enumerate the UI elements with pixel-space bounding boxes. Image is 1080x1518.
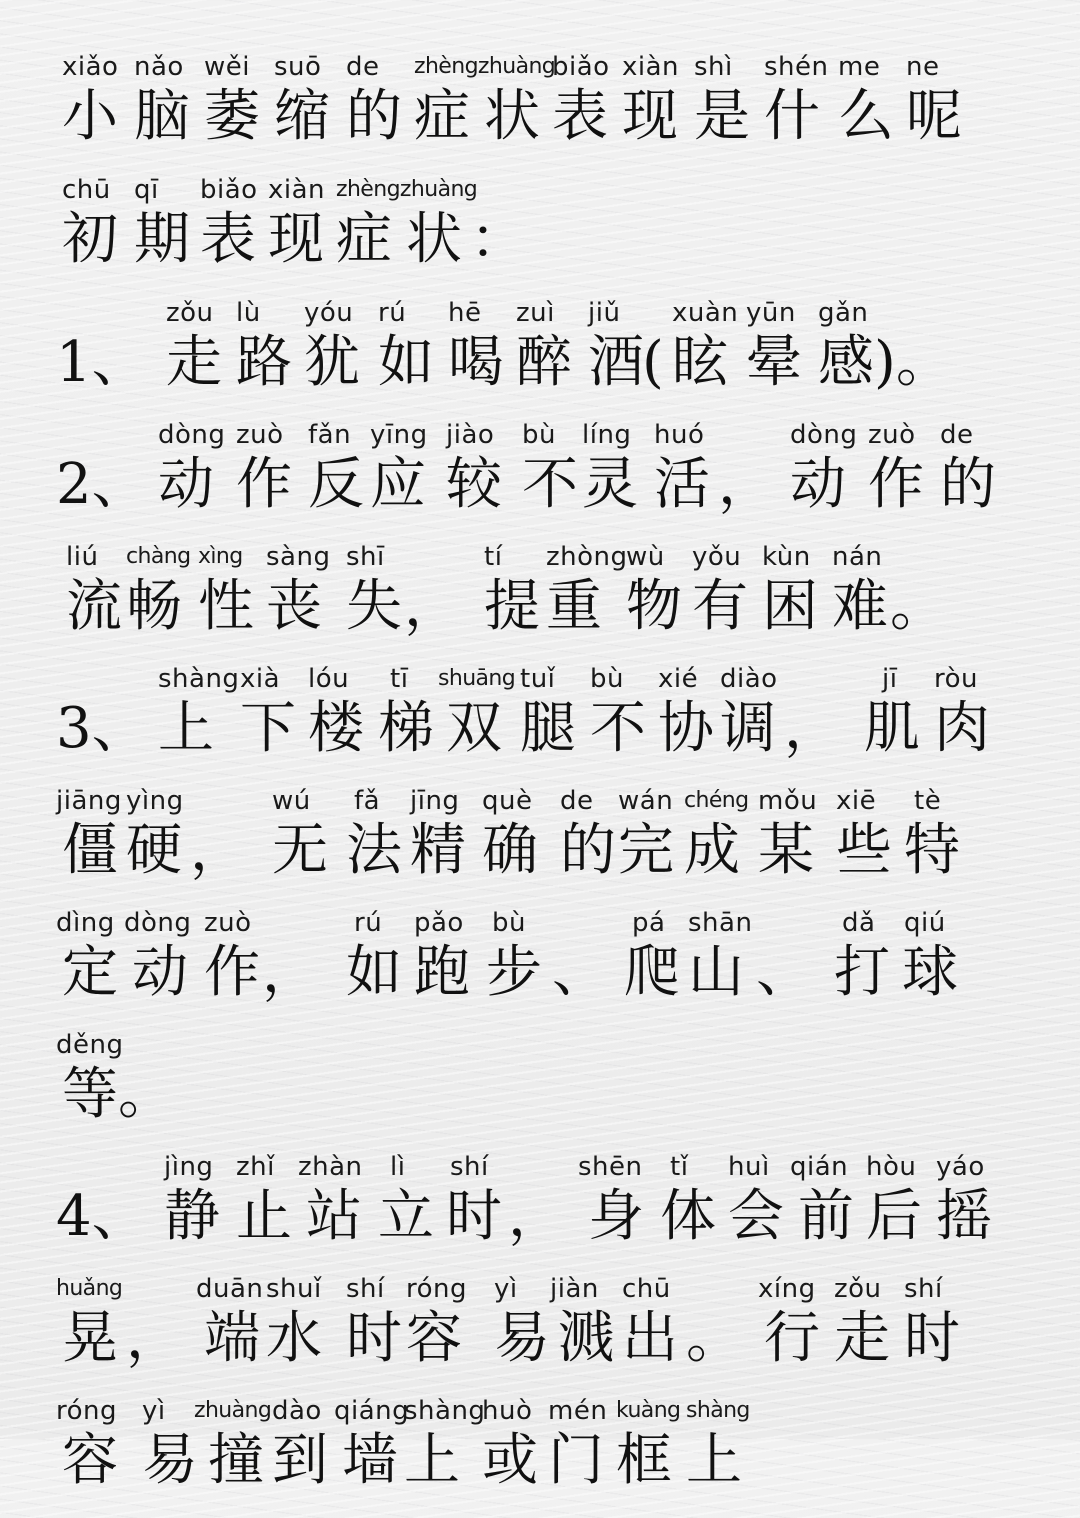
pinyin: shàng xyxy=(686,1398,750,1423)
pinyin: pǎo xyxy=(414,908,464,938)
pinyin: xiàn xyxy=(622,52,680,82)
pinyin: bù xyxy=(522,420,556,450)
pinyin: zuò xyxy=(236,420,284,450)
hanzi: 精 xyxy=(410,818,466,883)
pinyin: yǒu xyxy=(692,542,742,572)
hanzi: 难 xyxy=(832,574,888,639)
pinyin: tè xyxy=(914,786,942,816)
pinyin: diào xyxy=(720,664,778,694)
pinyin: shàng xyxy=(404,1396,486,1426)
pinyin: hòu xyxy=(866,1152,917,1182)
hanzi: 止 xyxy=(236,1184,292,1249)
pinyin: què xyxy=(482,786,533,816)
hanzi: 易 xyxy=(494,1306,550,1371)
pinyin: wěi xyxy=(204,52,250,82)
hanzi: 等 xyxy=(62,1062,118,1127)
hanzi: 站 xyxy=(306,1184,362,1249)
title-line xyxy=(0,52,1080,174)
pinyin: líng xyxy=(582,420,632,450)
pinyin: qiáng xyxy=(334,1396,410,1426)
hanzi: 作 xyxy=(868,452,924,517)
pinyin: hē xyxy=(448,298,482,328)
hanzi: 步 xyxy=(486,940,542,1005)
hanzi: 时 xyxy=(904,1306,960,1371)
hanzi: ， xyxy=(262,940,318,1005)
hanzi: 僵 xyxy=(62,818,118,883)
pinyin: yūn xyxy=(746,298,796,328)
hanzi: 上 xyxy=(404,1428,460,1493)
pinyin: duān xyxy=(196,1274,264,1304)
text-line xyxy=(0,1396,1080,1518)
list-item xyxy=(0,664,1080,786)
pinyin: de xyxy=(346,52,380,82)
pinyin: shuǐ xyxy=(266,1274,322,1304)
hanzi: 喝 xyxy=(448,330,504,395)
hanzi: 双 xyxy=(446,696,502,761)
pinyin: kuàng xyxy=(616,1398,681,1423)
hanzi: 犹 xyxy=(304,330,360,395)
hanzi: 是 xyxy=(694,84,750,149)
hanzi: 时 xyxy=(346,1306,402,1371)
hanzi: 调 xyxy=(720,696,776,761)
pinyin: zuò xyxy=(204,908,252,938)
hanzi: 性 xyxy=(198,574,254,639)
hanzi: 4、 xyxy=(56,1184,148,1249)
text-line xyxy=(0,908,1080,1030)
hanzi: 现 xyxy=(268,207,324,272)
list-item xyxy=(0,298,1080,420)
pinyin: zuò xyxy=(868,420,916,450)
hanzi: 时 xyxy=(446,1184,502,1249)
hanzi: ( xyxy=(642,330,664,395)
hanzi: )。 xyxy=(874,330,952,395)
hanzi: 成 xyxy=(684,818,740,883)
pinyin: dìng xyxy=(56,908,115,938)
pinyin: děng xyxy=(56,1030,124,1060)
hanzi: 酒 xyxy=(588,330,644,395)
pinyin: shì xyxy=(694,52,733,82)
hanzi: 法 xyxy=(346,818,402,883)
pinyin: zhèngzhuàng xyxy=(414,54,556,79)
pinyin: sàng xyxy=(266,542,331,572)
hanzi: 肌 xyxy=(864,696,920,761)
pinyin: zhuàng xyxy=(194,1398,272,1423)
pinyin: huó xyxy=(654,420,705,450)
pinyin: tí xyxy=(484,542,503,572)
pinyin: kùn xyxy=(762,542,811,572)
hanzi: 小 xyxy=(62,84,118,149)
hanzi: 如 xyxy=(378,330,434,395)
pinyin: jiàn xyxy=(550,1274,599,1304)
section-heading-line xyxy=(0,175,1080,297)
hanzi: 晕 xyxy=(746,330,802,395)
hanzi: 的 xyxy=(940,452,996,517)
pinyin: chéng xyxy=(684,788,749,813)
pinyin: bù xyxy=(590,664,624,694)
pinyin: biǎo xyxy=(200,175,258,205)
pinyin: yìng xyxy=(126,786,184,816)
pinyin: pá xyxy=(632,908,666,938)
hanzi: 框 xyxy=(616,1428,672,1493)
pinyin: shén xyxy=(764,52,829,82)
hanzi: 3、 xyxy=(56,696,148,761)
hanzi: 1、 xyxy=(56,330,148,395)
pinyin: shí xyxy=(346,1274,385,1304)
hanzi: ， xyxy=(508,1184,564,1249)
pinyin: qiú xyxy=(904,908,946,938)
pinyin: róng xyxy=(56,1396,118,1426)
hanzi: 路 xyxy=(236,330,292,395)
hanzi: ， xyxy=(718,452,774,517)
list-item xyxy=(0,420,1080,542)
pinyin: huǎng xyxy=(56,1276,123,1301)
pinyin: huò xyxy=(482,1396,533,1426)
hanzi: 重 xyxy=(546,574,602,639)
hanzi: 走 xyxy=(166,330,222,395)
hanzi: 眩 xyxy=(672,330,728,395)
pinyin: suō xyxy=(274,52,322,82)
pinyin: rú xyxy=(354,908,383,938)
hanzi: 不 xyxy=(522,452,578,517)
pinyin: jīng xyxy=(410,786,460,816)
hanzi: 腿 xyxy=(520,696,576,761)
hanzi: 容 xyxy=(406,1306,462,1371)
pinyin: nán xyxy=(832,542,883,572)
hanzi: 么 xyxy=(838,84,894,149)
hanzi: 。 xyxy=(686,1306,742,1371)
hanzi: 易 xyxy=(142,1428,198,1493)
pinyin: shī xyxy=(346,542,385,572)
hanzi: 球 xyxy=(902,940,958,1005)
pinyin: zuì xyxy=(516,298,555,328)
hanzi: 后 xyxy=(866,1184,922,1249)
hanzi: 些 xyxy=(836,818,892,883)
hanzi: 较 xyxy=(446,452,502,517)
hanzi: 提 xyxy=(484,574,540,639)
hanzi: 出 xyxy=(622,1306,678,1371)
hanzi: 溅 xyxy=(558,1306,614,1371)
pinyin: ne xyxy=(906,52,940,82)
hanzi: 走 xyxy=(834,1306,890,1371)
hanzi: 水 xyxy=(266,1306,322,1371)
pinyin: mén xyxy=(548,1396,608,1426)
hanzi: 2、 xyxy=(56,452,148,517)
hanzi: 静 xyxy=(164,1184,220,1249)
hanzi: 萎 xyxy=(204,84,260,149)
hanzi: 畅 xyxy=(126,574,182,639)
pinyin: shí xyxy=(904,1274,943,1304)
hanzi: 灵 xyxy=(582,452,638,517)
pinyin: biǎo xyxy=(552,52,610,82)
text-line xyxy=(0,786,1080,908)
hanzi: 症状 xyxy=(336,207,476,272)
hanzi: 活 xyxy=(654,452,710,517)
text-line xyxy=(0,542,1080,664)
pinyin: jìng xyxy=(164,1152,214,1182)
pinyin: qī xyxy=(134,175,159,205)
pinyin: nǎo xyxy=(134,52,184,82)
pinyin: shuāng xyxy=(438,666,516,691)
pinyin: xuàn xyxy=(672,298,739,328)
pinyin: chū xyxy=(622,1274,671,1304)
pinyin: tuǐ xyxy=(520,664,556,694)
pinyin: jī xyxy=(882,664,898,694)
pinyin: yì xyxy=(142,1396,166,1426)
pinyin: rú xyxy=(378,298,407,328)
hanzi: 上 xyxy=(686,1428,742,1493)
pinyin: tǐ xyxy=(670,1152,689,1182)
hanzi: 特 xyxy=(904,818,960,883)
pinyin: xiē xyxy=(836,786,877,816)
hanzi: 晃 xyxy=(62,1306,118,1371)
pinyin: fǎn xyxy=(308,420,352,450)
hanzi: 确 xyxy=(482,818,538,883)
pinyin: yīng xyxy=(370,420,428,450)
hanzi: ， xyxy=(784,696,840,761)
pinyin: dòng xyxy=(124,908,192,938)
pinyin: me xyxy=(838,52,881,82)
hanzi: 什 xyxy=(764,84,820,149)
hanzi: 反 xyxy=(308,452,364,517)
text-line xyxy=(0,1030,1080,1152)
hanzi: ， xyxy=(126,1306,182,1371)
hanzi: 行 xyxy=(764,1306,820,1371)
pinyin: mǒu xyxy=(758,786,818,816)
pinyin: shān xyxy=(688,908,753,938)
pinyin: zhòng xyxy=(546,542,628,572)
pinyin: shàng xyxy=(158,664,240,694)
hanzi: 应 xyxy=(370,452,426,517)
hanzi: 。 xyxy=(890,574,946,639)
pinyin: ròu xyxy=(934,664,979,694)
pinyin: zǒu xyxy=(834,1274,882,1304)
hanzi: 症状 xyxy=(414,84,554,149)
hanzi: 或 xyxy=(482,1428,538,1493)
pinyin: qián xyxy=(790,1152,849,1182)
hanzi: 完 xyxy=(618,818,674,883)
hanzi: 动 xyxy=(132,940,188,1005)
pinyin: yáo xyxy=(936,1152,985,1182)
pinyin: fǎ xyxy=(354,786,381,816)
pinyin: jiāng xyxy=(56,786,122,816)
pinyin: xià xyxy=(240,664,281,694)
pinyin: shí xyxy=(450,1152,489,1182)
hanzi: 不 xyxy=(590,696,646,761)
hanzi: 门 xyxy=(548,1428,604,1493)
hanzi: 动 xyxy=(158,452,214,517)
hanzi: 墙 xyxy=(342,1428,398,1493)
pinyin: xíng xyxy=(758,1274,816,1304)
pinyin: bù xyxy=(492,908,526,938)
hanzi: 有 xyxy=(692,574,748,639)
pinyin: liú xyxy=(66,542,99,572)
hanzi: 立 xyxy=(378,1184,434,1249)
hanzi: 动 xyxy=(790,452,846,517)
hanzi: 醉 xyxy=(516,330,572,395)
pinyin: zhèngzhuàng xyxy=(336,177,478,202)
hanzi: 表 xyxy=(200,207,256,272)
hanzi: 现 xyxy=(622,84,678,149)
hanzi: 端 xyxy=(204,1306,260,1371)
hanzi: 期 xyxy=(134,207,190,272)
pinyin: xiàn xyxy=(268,175,326,205)
pinyin: dǎ xyxy=(842,908,876,938)
pinyin: chū xyxy=(62,175,111,205)
hanzi: 作 xyxy=(204,940,260,1005)
hanzi: 、 xyxy=(552,940,608,1005)
hanzi: 楼 xyxy=(308,696,364,761)
hanzi: 的 xyxy=(560,818,616,883)
pinyin: lù xyxy=(236,298,261,328)
hanzi: 定 xyxy=(62,940,118,1005)
pinyin: de xyxy=(940,420,974,450)
hanzi: 如 xyxy=(346,940,402,1005)
pinyin: yóu xyxy=(304,298,354,328)
hanzi: 表 xyxy=(552,84,608,149)
hanzi: 脑 xyxy=(134,84,190,149)
hanzi: 物 xyxy=(626,574,682,639)
hanzi: ， xyxy=(404,574,460,639)
text-line xyxy=(0,1274,1080,1396)
hanzi: 初 xyxy=(62,207,118,272)
hanzi: 、 xyxy=(756,940,812,1005)
hanzi: 爬 xyxy=(624,940,680,1005)
hanzi: 协 xyxy=(658,696,714,761)
hanzi: 缩 xyxy=(274,84,330,149)
hanzi: 跑 xyxy=(414,940,470,1005)
hanzi: 硬 xyxy=(126,818,182,883)
hanzi: 无 xyxy=(272,818,328,883)
hanzi: 梯 xyxy=(378,696,434,761)
pinyin: huì xyxy=(728,1152,770,1182)
pinyin: wù xyxy=(626,542,665,572)
pinyin: zǒu xyxy=(166,298,214,328)
hanzi: 山 xyxy=(688,940,744,1005)
pinyin: dào xyxy=(272,1396,322,1426)
hanzi: 丧 xyxy=(266,574,322,639)
hanzi: 上 xyxy=(158,696,214,761)
pinyin: xié xyxy=(658,664,699,694)
hanzi: 体 xyxy=(660,1184,716,1249)
pinyin: lì xyxy=(390,1152,406,1182)
pinyin: xìng xyxy=(198,544,243,569)
hanzi: 呢 xyxy=(906,84,962,149)
hanzi: ： xyxy=(470,207,526,272)
pinyin: jiào xyxy=(446,420,495,450)
hanzi: 的 xyxy=(346,84,402,149)
pinyin: róng xyxy=(406,1274,468,1304)
pinyin: tī xyxy=(390,664,409,694)
hanzi: 肉 xyxy=(934,696,990,761)
pinyin: dòng xyxy=(790,420,858,450)
hanzi: 打 xyxy=(834,940,890,1005)
hanzi: 到 xyxy=(272,1428,328,1493)
hanzi: 前 xyxy=(798,1184,854,1249)
hanzi: 作 xyxy=(236,452,292,517)
hanzi: 失 xyxy=(346,574,402,639)
pinyin: de xyxy=(560,786,594,816)
hanzi: 感 xyxy=(818,330,874,395)
hanzi: 下 xyxy=(240,696,296,761)
list-item xyxy=(0,1152,1080,1274)
hanzi: 撞 xyxy=(208,1428,264,1493)
hanzi: 某 xyxy=(758,818,814,883)
pinyin: jiǔ xyxy=(588,298,621,328)
pinyin: wán xyxy=(618,786,674,816)
hanzi: 流 xyxy=(66,574,122,639)
pinyin: dòng xyxy=(158,420,226,450)
pinyin: gǎn xyxy=(818,298,869,328)
pinyin: lóu xyxy=(308,664,350,694)
pinyin: yì xyxy=(494,1274,518,1304)
pinyin: zhǐ xyxy=(236,1152,275,1182)
hanzi: 容 xyxy=(62,1428,118,1493)
pinyin: wú xyxy=(272,786,311,816)
hanzi: ， xyxy=(190,818,246,883)
pinyin: xiǎo xyxy=(62,52,119,82)
pinyin: shēn xyxy=(578,1152,643,1182)
pinyin: zhàn xyxy=(298,1152,363,1182)
hanzi: 摇 xyxy=(936,1184,992,1249)
hanzi: 困 xyxy=(762,574,818,639)
hanzi: 身 xyxy=(588,1184,644,1249)
pinyin: chàng xyxy=(126,544,191,569)
hanzi: 会 xyxy=(728,1184,784,1249)
hanzi: 。 xyxy=(118,1062,174,1127)
